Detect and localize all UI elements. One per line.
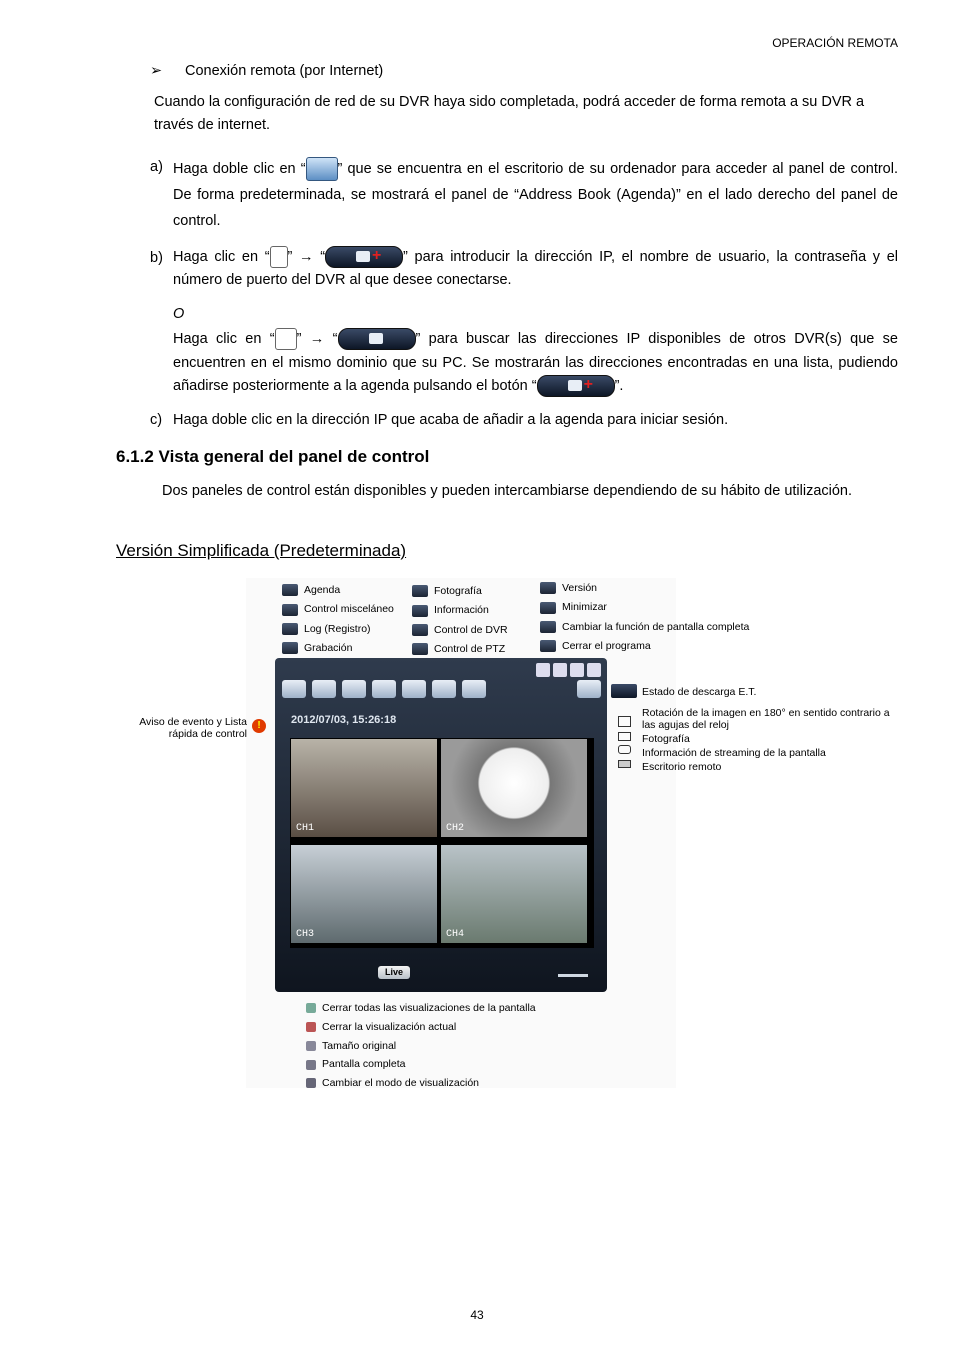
- remote-app-eye-icon: [306, 157, 338, 181]
- snapshot-icon: [412, 585, 428, 597]
- legend-item: Log (Registro): [282, 620, 394, 639]
- legend-col3: [540, 579, 749, 656]
- legend-item: Pantalla completa: [306, 1055, 536, 1074]
- legend-item: Control de PTZ: [412, 640, 508, 659]
- step-c-label: c): [150, 412, 163, 428]
- legend-item: Control de DVR: [412, 621, 508, 640]
- legend-item: Cerrar todas las visualizaciones de la pantalla: [306, 999, 536, 1018]
- camera-tile[interactable]: CH2: [441, 739, 587, 837]
- event-alert-label: Aviso de evento y Lista rápida de control: [139, 716, 247, 740]
- streaming-info-icon: [618, 745, 631, 754]
- legend-item: Minimizar: [540, 598, 749, 617]
- right-label-streaming: Información de streaming de la pantalla: [642, 747, 826, 759]
- step-b2-part1: Haga clic en “: [173, 331, 275, 347]
- step-b2-part2: ” para buscar las direcciones IP disponibles de otros DVR(s) que se encuentren en el mismo dominio que su PC. Se mostrarán las direcciones encontradas en una lista, pudiendo añadirse posteriormente a la agenda pulsando el botón “: [173, 331, 898, 394]
- volume-slider[interactable]: [558, 974, 588, 977]
- step-a-text: [173, 156, 898, 234]
- download-status-icon: [611, 684, 637, 698]
- dvr-control-panel: [275, 658, 607, 992]
- camera-tile[interactable]: CH1: [291, 739, 437, 837]
- legend-col1: [282, 581, 394, 658]
- legend-item: Agenda: [282, 581, 394, 600]
- video-grid: [290, 738, 594, 948]
- or-separator: O: [173, 306, 185, 322]
- close-icon: [540, 640, 556, 652]
- fullscreen-icon: [306, 1060, 316, 1070]
- fullscreen-toggle-icon: [540, 621, 556, 633]
- live-button[interactable]: Live: [378, 966, 410, 979]
- section-body: Dos paneles de control están disponibles y pueden intercambiarse dependiendo de su hábito de utilización.: [162, 483, 853, 499]
- log-icon: [282, 623, 298, 635]
- camera-tile[interactable]: CH4: [441, 845, 587, 943]
- toolbar-addressbook-button[interactable]: [282, 680, 306, 698]
- dvr-control-icon: [412, 624, 428, 636]
- legend-item: Cambiar el modo de visualización: [306, 1074, 536, 1093]
- step-a-part1: Haga doble clic en “: [173, 161, 306, 177]
- fullscreen-button[interactable]: [570, 663, 584, 677]
- legend-item: Información: [412, 601, 508, 620]
- rotate-icon: [618, 716, 631, 727]
- legend-item: Cerrar el programa: [540, 637, 749, 656]
- step-a-label: a): [150, 159, 163, 175]
- bottom-legend: [306, 999, 536, 1093]
- legend-col2: [412, 582, 508, 659]
- version-icon: [540, 582, 556, 594]
- intro-paragraph: Cuando la configuración de red de su DVR haya sido completada, podrá acceder de forma remota a su DVR a través de internet.: [154, 94, 865, 133]
- section-heading: 6.1.2 Vista general del panel de control: [116, 447, 430, 466]
- legend-item: Grabación: [282, 639, 394, 658]
- event-alert-icon: !: [252, 719, 266, 733]
- toolbar-dvr-button[interactable]: [462, 680, 486, 698]
- snapshot-small-icon: [618, 732, 631, 741]
- toolbar-misc-button[interactable]: [312, 680, 336, 698]
- close-button[interactable]: [587, 663, 601, 677]
- legend-item: Versión: [540, 579, 749, 598]
- step-b2-part3: ”.: [614, 378, 624, 394]
- legend-item: Tamaño original: [306, 1037, 536, 1056]
- toolbar-log-button[interactable]: [342, 680, 366, 698]
- info-icon: [412, 605, 428, 617]
- window-controls: [536, 663, 601, 677]
- record-icon: [282, 642, 298, 654]
- step-b-arrow: ” → “: [287, 249, 326, 265]
- step-b-part1: Haga clic en “: [173, 249, 270, 265]
- toolbar-snapshot-button[interactable]: [402, 680, 426, 698]
- legend-item: Cambiar la función de pantalla completa: [540, 618, 749, 637]
- toolbar-download-button[interactable]: [577, 680, 601, 698]
- remote-desktop-icon: [618, 760, 631, 768]
- refresh-search-button-icon: [338, 328, 416, 350]
- address-book-icon: [282, 584, 298, 596]
- toolbar-info-button[interactable]: [432, 680, 456, 698]
- right-label-snapshot: Fotografía: [642, 733, 690, 745]
- step-c-text: Haga doble clic en la dirección IP que acaba de añadir a la agenda para iniciar sesión.: [173, 412, 729, 428]
- misc-control-icon: [282, 604, 298, 616]
- toolbar-record-button[interactable]: [372, 680, 396, 698]
- right-label-download: Estado de descarga E.T.: [642, 686, 757, 698]
- right-label-remote-desktop: Escritorio remoto: [642, 761, 722, 773]
- display-mode-icon: [306, 1078, 316, 1088]
- address-book-icon: [270, 246, 288, 268]
- step-b-label: b): [150, 250, 163, 266]
- timestamp: 2012/07/03, 15:26:18: [291, 714, 397, 726]
- right-label-rotate: Rotación de la imagen en 180° en sentido contrario a las agujas del reloj: [642, 707, 890, 731]
- step-a-part2: ” que se encuentra en el escritorio de su ordenador para acceder al panel de control. De forma predeterminada, se mostrará el panel de “Address Book (Agenda)” en el lado derecho del panel de control.: [173, 161, 898, 229]
- close-current-icon: [306, 1022, 316, 1032]
- add-address-button-icon: [325, 246, 403, 268]
- close-all-icon: [306, 1003, 316, 1013]
- ptz-control-icon: [412, 643, 428, 655]
- step-b-part2: ” para introducir la dirección IP, el nombre de usuario, la contraseña y el número de puerto del DVR al que desee conectarse.: [173, 249, 898, 288]
- search-icon: [275, 328, 297, 350]
- bullet-title: Conexión remota (por Internet): [185, 63, 384, 79]
- legend-item: Control misceláneo: [282, 600, 394, 619]
- version-button[interactable]: [536, 663, 550, 677]
- subheading: Versión Simplificada (Predeterminada): [116, 541, 407, 560]
- minimize-button[interactable]: [553, 663, 567, 677]
- bullet-marker: ➢: [150, 63, 163, 79]
- page-number: 43: [470, 1308, 484, 1322]
- minimize-icon: [540, 602, 556, 614]
- step-b2-text: [173, 328, 898, 399]
- legend-item: Fotografía: [412, 582, 508, 601]
- original-size-icon: [306, 1041, 316, 1051]
- running-header: OPERACIÓN REMOTA: [772, 36, 898, 50]
- add-to-addressbook-button-icon: [537, 375, 615, 397]
- step-b-text: [173, 246, 898, 292]
- legend-item: Cerrar la visualización actual: [306, 1018, 536, 1037]
- step-b2-arrow: ” → “: [296, 331, 338, 347]
- camera-tile[interactable]: CH3: [291, 845, 437, 943]
